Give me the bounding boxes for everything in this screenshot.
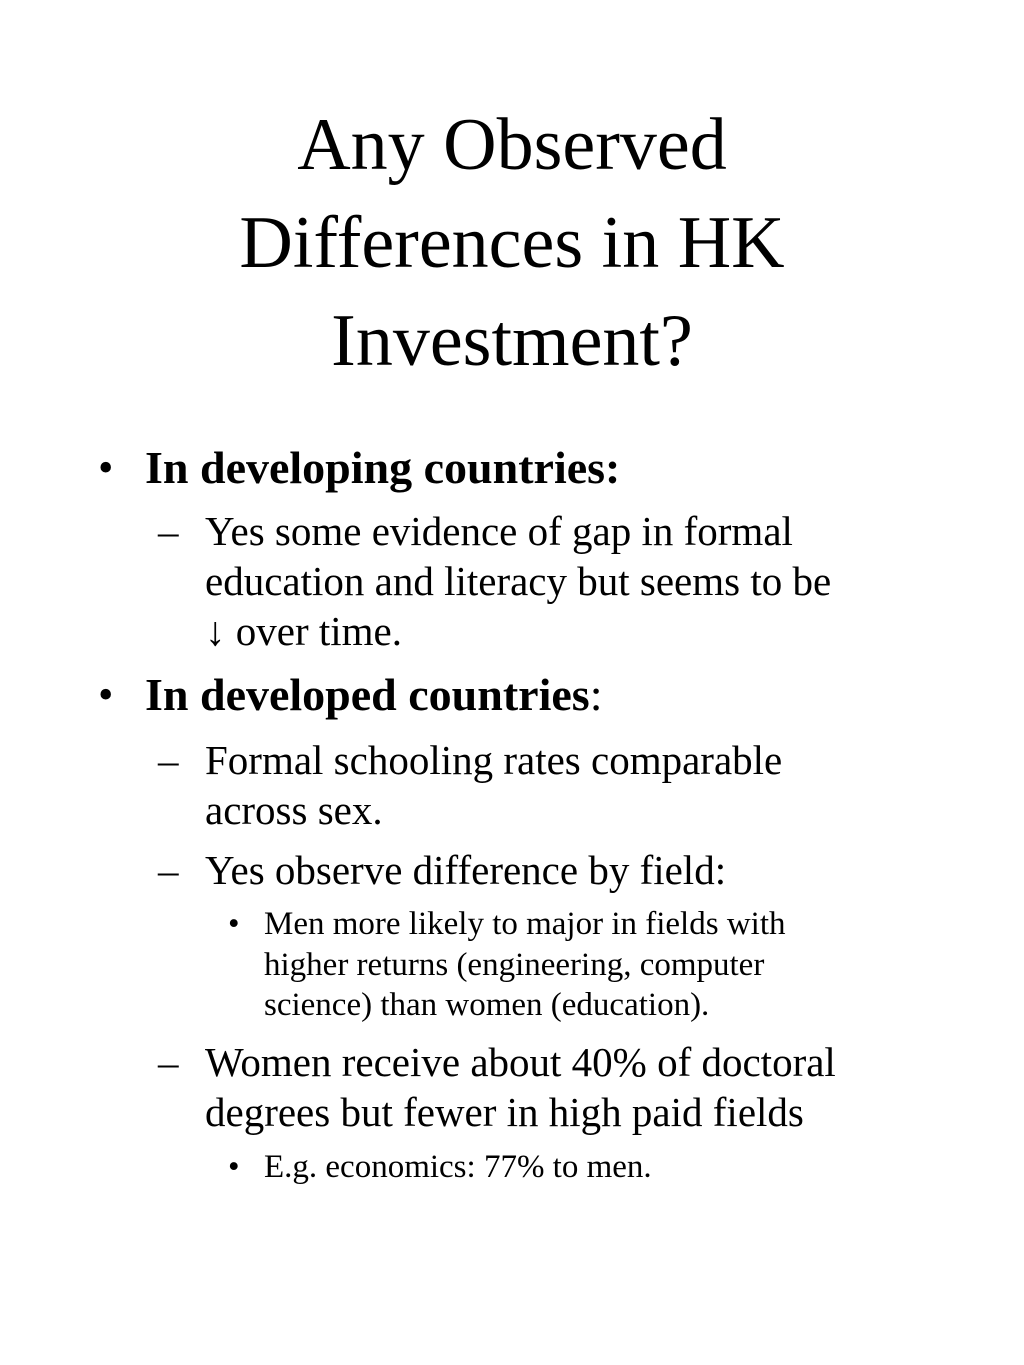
title-line-3: Investment? [331, 300, 693, 382]
title-line-2: Differences in HK [239, 202, 785, 284]
sub-sub-item-line: Men more likely to major in fields with [264, 906, 786, 942]
sub-item-line: education and literacy but seems to be [205, 558, 832, 604]
sub-bullet-marker: • [228, 1149, 240, 1185]
dash-marker: – [158, 1039, 179, 1085]
title-line-1: Any Observed [297, 104, 727, 186]
dash-marker: – [158, 508, 179, 554]
bullet-marker: • [98, 670, 114, 719]
sub-sub-item-line: science) than women (education). [264, 987, 710, 1023]
bullet-marker: • [98, 443, 114, 492]
sub-bullet-marker: • [228, 906, 240, 942]
sub-item-line: Yes observe difference by field: [205, 847, 727, 893]
bullet-heading-developing: In developing countries: [145, 442, 621, 493]
sub-item-line: degrees but fewer in high paid fields [205, 1089, 804, 1135]
sub-item-line: Yes some evidence of gap in formal [205, 508, 793, 554]
bullet-heading-colon: : [589, 669, 603, 720]
sub-sub-item-line: higher returns (engineering, computer [264, 947, 765, 983]
sub-item-line: Women receive about 40% of doctoral [205, 1039, 836, 1085]
sub-sub-item-line: E.g. economics: 77% to men. [264, 1149, 652, 1185]
bullet-heading-text: In developed countries [145, 669, 590, 720]
sub-item-line: Formal schooling rates comparable [205, 737, 783, 783]
dash-marker: – [158, 737, 179, 783]
dash-marker: – [158, 847, 179, 893]
bullet-heading-developed [145, 670, 602, 720]
sub-item-line: across sex. [205, 787, 383, 833]
sub-item-line: ↓ over time. [205, 608, 402, 654]
